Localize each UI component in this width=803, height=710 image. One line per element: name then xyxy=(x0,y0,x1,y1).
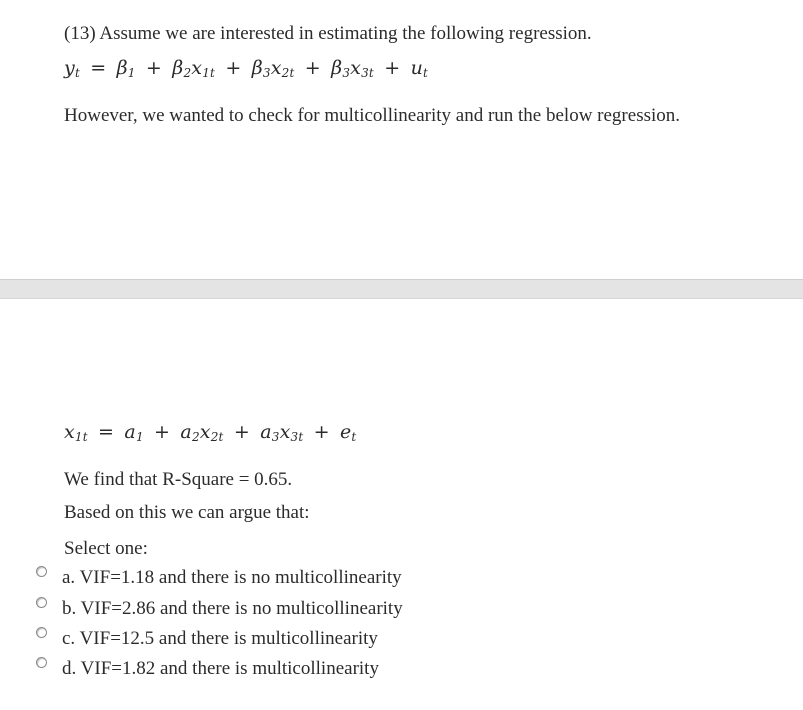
option-label: c. VIF=12.5 and there is multicollinearity xyxy=(62,628,378,649)
eq-beta4: β xyxy=(331,57,343,79)
eq-y: y xyxy=(64,57,75,79)
aux-x1: x xyxy=(64,421,75,443)
aux-x3: x xyxy=(279,421,291,443)
eq-u: u xyxy=(410,57,423,79)
eq-x1: x xyxy=(191,57,203,79)
aux-e: e xyxy=(339,421,352,443)
aux-a3-sub: 3 xyxy=(271,430,280,444)
radio-button[interactable] xyxy=(36,566,47,577)
eq-beta2-sub: 2 xyxy=(183,66,192,80)
aux-x3-sub: 3t xyxy=(290,430,304,444)
eq-beta2: β xyxy=(172,57,184,79)
eq-beta3: β xyxy=(251,57,263,79)
section-divider xyxy=(0,279,803,299)
aux-a1: a xyxy=(124,421,136,443)
option-label: d. VIF=1.82 and there is multicollinearity xyxy=(62,658,379,679)
eq-x3: x xyxy=(350,57,362,79)
option-b[interactable] xyxy=(36,597,403,621)
eq-u-sub: t xyxy=(423,66,429,80)
radio-button[interactable] xyxy=(36,627,47,638)
option-label: a. VIF=1.18 and there is no multicollinearity xyxy=(62,567,402,588)
question-intro: (13) Assume we are interested in estimating the following regression. xyxy=(64,23,592,44)
radio-button[interactable] xyxy=(36,657,47,668)
aux-a3: a xyxy=(260,421,272,443)
eq-beta1: β xyxy=(116,57,128,79)
aux-e-sub: t xyxy=(351,430,357,444)
select-prompt: Select one: xyxy=(64,538,148,559)
rsquare-text: We find that R-Square = 0.65. xyxy=(64,469,293,490)
eq-x2-sub: 2t xyxy=(281,66,295,80)
option-c[interactable] xyxy=(36,627,378,651)
eq-beta4-sub: 3 xyxy=(342,66,351,80)
aux-a2: a xyxy=(180,421,192,443)
option-d[interactable] xyxy=(36,657,379,681)
regression-equation: $y_t = \beta_1 + \beta_2x_{1t} + \beta_3x_{2t} + \beta_3x_{3t} + u_t$ xyxy=(64,57,429,80)
eq-x1-sub: 1t xyxy=(202,66,216,80)
aux-a2-sub: 2 xyxy=(191,430,200,444)
eq-y-sub: t xyxy=(74,66,80,80)
eq-beta1-sub: 1 xyxy=(127,66,136,80)
aux-x2: x xyxy=(199,421,211,443)
eq-beta3-sub: 3 xyxy=(262,66,271,80)
aux-a1-sub: 1 xyxy=(135,430,144,444)
option-label: b. VIF=2.86 and there is no multicollinearity xyxy=(62,598,403,619)
argue-text: Based on this we can argue that: xyxy=(64,502,310,523)
option-a[interactable] xyxy=(36,566,402,590)
eq-x3-sub: 3t xyxy=(361,66,374,80)
aux-x2-sub: 2t xyxy=(210,430,224,444)
eq-x2: x xyxy=(270,57,282,79)
auxiliary-equation: $x_{1t} = a_1 + a_2x_{2t} + a_3x_{3t} + e_t$ xyxy=(64,421,357,444)
radio-button[interactable] xyxy=(36,597,47,608)
aux-x1-sub: 1t xyxy=(74,430,88,444)
check-text: However, we wanted to check for multicollinearity and run the below regression. xyxy=(64,105,681,126)
